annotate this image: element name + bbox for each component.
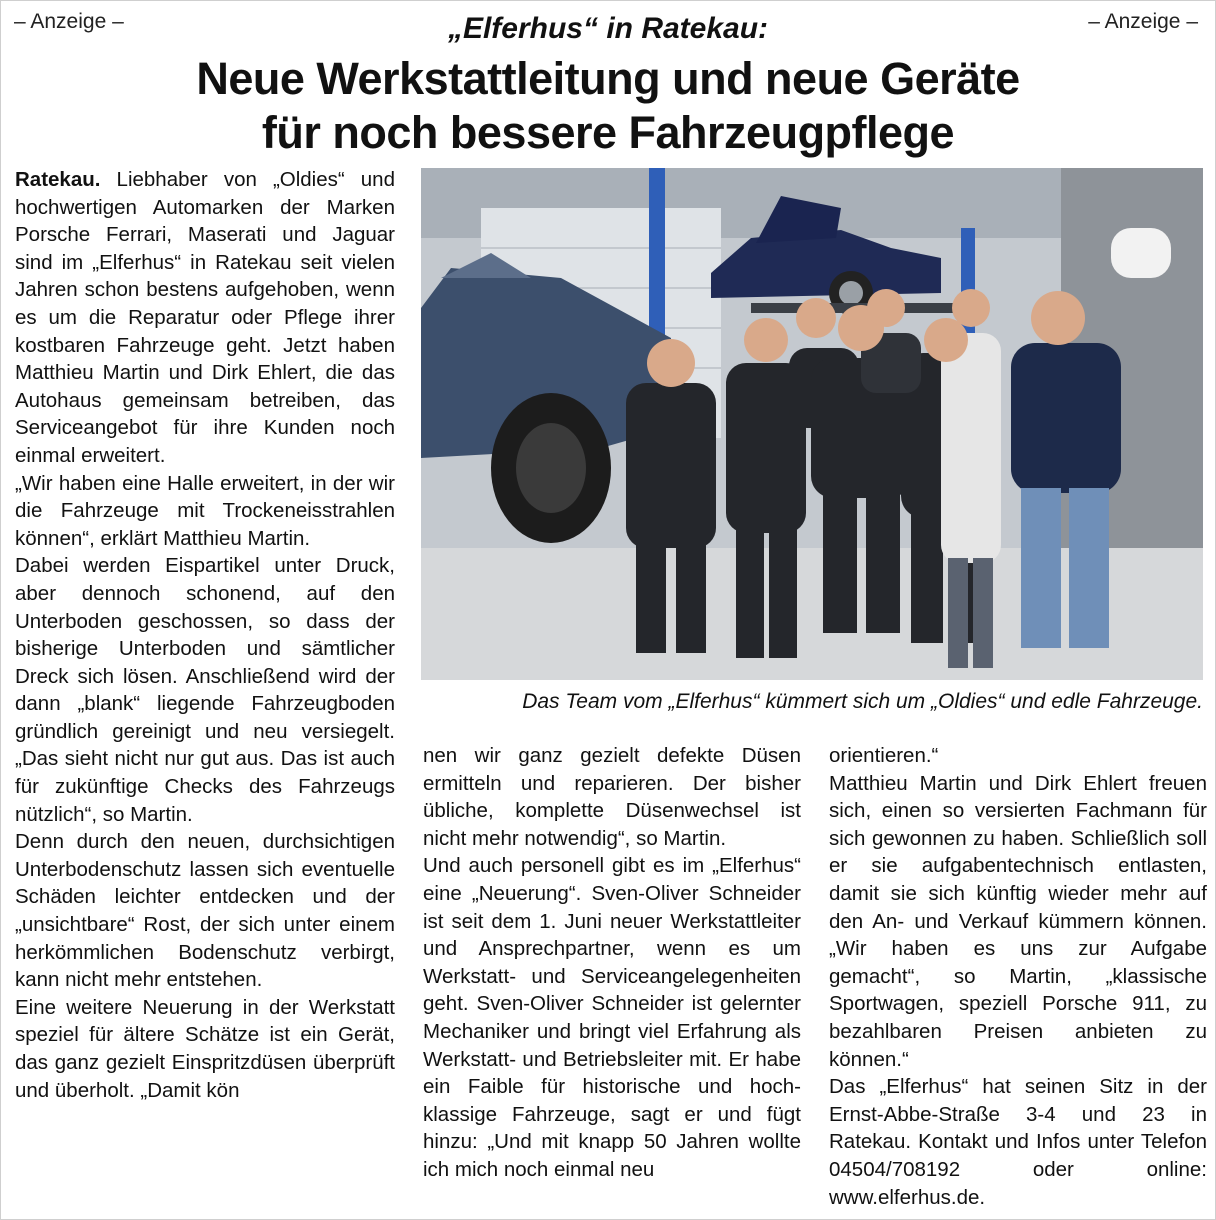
paragraph: Eine weitere Neuerung in der Werkstatt speziel für ältere Schätze ist ein Gerät, das ganz gezielt Einspritzdüsen überprüft und überholt. „Damit kön [15, 995, 395, 1102]
paragraph: Denn durch den neuen, durchsichtigen Unterbodenschutz lassen sich eventuelle Schäden leichter entdecken und der „unsichtbare“ Rost, der sich unter einem herkömmlichen Bodenschutz verbirgt, kann nicht mehr entstehen. [15, 830, 395, 992]
paragraph-intro-text: Liebhaber von „Oldies“ und hochwertigen Automarken der Marken Porsche Ferrari, Maserati und Jaguar sind im „Elferhus“ in Ratekau seit vielen Jahren schon bestens aufgehoben, wenn es um die Reparatur oder Pflege ihrer kostbaren Fahrzeuge geht. Jetzt haben Matthieu Martin und Dirk Ehlert, die das Autohaus gemeinsam betreiben, das Serviceangebot für ihre Kunden noch einmal erweitert. [15, 168, 395, 467]
paragraph: Und auch personell gibt es im „Elferhus“ eine „Neuerung“. Sven-Oliver Schneider ist seit dem 1. Juni neuer Werkstattleiter und Ansprechpartner, wenn es um Werkstatt- und Serviceangelegenheiten geht. Sven-Oliver Schneider ist gelernter Mechaniker und bringt viel Erfahrung als Werkstatt- und Betriebsleiter mit. Er habe ein Faible für historische und hochklassige Fahrzeuge, sagt er und fügt hinzu: „Und mit knapp 50 Jahren wollte ich mich noch einmal neu [423, 854, 801, 1181]
headline-line-2: für noch bessere Fahrzeugpflege [261, 107, 955, 158]
paragraph-intro [15, 166, 395, 470]
paragraph: Matthieu Martin und Dirk Ehlert freuen sich, einen so versierten Fachmann für sich gewonnen zu haben. Schließlich soll er sie aufgabentechnisch entlasten, damit sie sich künftig wieder mehr auf den An- und Verkauf kümmern können. „Wir haben es uns zur Aufgabe gemacht“, so Martin, „klassische Sportwagen, speziell Porsche 911, zu bezahlbaren Preisen anbieten zu können.“ [829, 771, 1207, 1071]
article-column-2 [423, 742, 801, 1184]
kicker-title: „Elferhus“ in Ratekau: [447, 12, 769, 45]
paragraph: Dabei werden Eispartikel unter Druck, aber dennoch schonend, auf den Unterboden geschossen, so dass der bisherige Unterboden und sämtlicher Dreck sich lösen. Anschließend wird der dann „blank“ liegende Fahrzeugboden gründlich gereinigt und neu versiegelt. „Das sieht nicht nur gut aus. Das ist auch für zukünftige Checks des Fahrzeugs nützlich“, so Martin. [15, 554, 395, 826]
ad-label-left: – Anzeige – [14, 10, 124, 33]
paragraph: „Wir haben eine Halle erweitert, in der wir die Fahrzeuge mit Trockeneisstrahlen können“, erklärt Matthieu Martin. [15, 471, 395, 550]
article-column-3 [829, 742, 1207, 1211]
team-photo [421, 168, 1203, 680]
paragraph: orientieren.“ [829, 744, 939, 767]
article-column-1 [15, 166, 395, 1104]
paragraph: Das „Elferhus“ hat seinen Sitz in der Ernst-Abbe-Straße 3-4 und 23 in Ratekau. Kontakt und Infos unter Telefon 04504/708192 oder online: www.elferhus.de. [829, 1075, 1207, 1209]
workshop-team-illustration [421, 168, 1203, 680]
paragraph: nen wir ganz gezielt defekte Düsen ermitteln und reparieren. Der bisher übliche, komplette Düsenwechsel ist nicht mehr notwendig“, so Martin. [423, 744, 801, 850]
photo-caption: Das Team vom „Elferhus“ kümmert sich um „Oldies“ und edle Fahrzeuge. [522, 690, 1203, 713]
headline [0, 52, 1216, 160]
ad-label-right: – Anzeige – [1088, 10, 1198, 33]
dateline: Ratekau. [15, 168, 101, 191]
headline-line-1: Neue Werkstattleitung und neue Geräte [196, 53, 1020, 104]
